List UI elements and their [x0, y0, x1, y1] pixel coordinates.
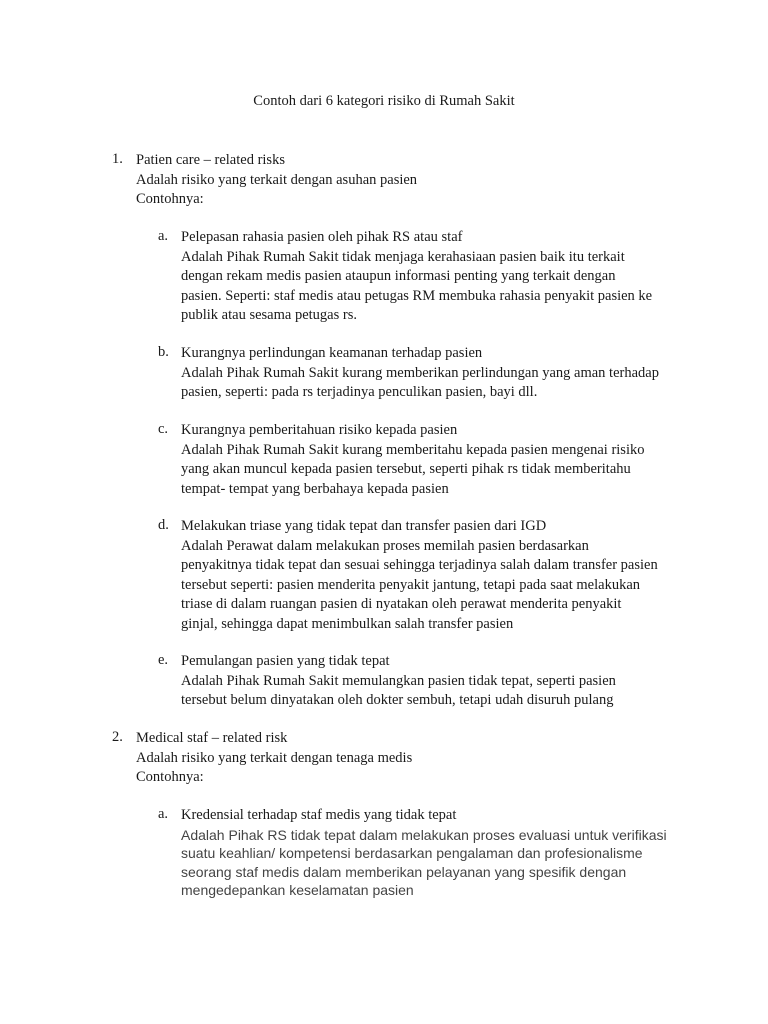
list-item-1e — [158, 652, 688, 711]
item-text-line: Adalah Pihak Rumah Sakit memulangkan pasien tidak tepat, seperti pasien — [181, 672, 616, 689]
item-heading: Melakukan triase yang tidak tepat dan transfer pasien dari IGD — [181, 518, 547, 534]
section-number: 1. — [112, 151, 123, 167]
item-heading: Kurangnya perlindungan keamanan terhadap pasien — [181, 345, 483, 361]
item-text-line: Adalah Pihak RS tidak tepat dalam melakukan proses evaluasi untuk verifikasi — [181, 826, 667, 843]
item-text-line: Adalah Pihak Rumah Sakit tidak menjaga kerahasiaan pasien baik itu terkait — [181, 248, 625, 265]
list-item-1c — [158, 421, 688, 499]
item-letter: a. — [158, 806, 169, 822]
list-item-1d — [158, 517, 688, 634]
item-text-line: Adalah Pihak Rumah Sakit kurang memberikan perlindungan yang aman terhadap — [181, 364, 659, 381]
item-text-line: yang akan muncul kepada pasien tersebut, seperti pihak rs tidak memberitahu — [181, 461, 631, 477]
item-letter: c. — [158, 421, 169, 437]
item-text-line: triase di dalam ruangan pasien di nyatakan oleh perawat menderita penyakit — [181, 596, 622, 612]
section-heading: Medical staf – related risk — [136, 730, 288, 746]
item-heading: Pelepasan rahasia pasien oleh pihak RS atau staf — [181, 229, 463, 245]
item-letter: a. — [158, 228, 169, 244]
list-item-1a — [158, 228, 688, 326]
section-number: 2. — [112, 729, 123, 745]
item-heading: Kurangnya pemberitahuan risiko kepada pasien — [181, 422, 458, 438]
item-letter: d. — [158, 517, 169, 533]
section-2 — [112, 729, 672, 788]
item-text-line: publik atau sesama petugas rs. — [181, 307, 357, 323]
item-text-line: tersebut seperti: pasien menderita penyakit jantung, tetapi pada saat melakukan — [181, 576, 641, 593]
item-text-line: ginjal, sehingga dapat menimbulkan salah transfer pasien — [181, 615, 514, 632]
item-text-line: pasien, seperti: pada rs terjadinya penculikan pasien, bayi dll. — [181, 384, 538, 400]
item-letter: b. — [158, 344, 169, 360]
section-heading: Patien care – related risks — [136, 152, 285, 168]
item-text-line: penyakitnya tidak tepat dan sesuai sehingga terjadinya salah dalam transfer pasien — [181, 557, 658, 573]
section-1 — [112, 151, 672, 210]
document-title: Contoh dari 6 kategori risiko di Rumah Sakit — [253, 93, 515, 109]
item-letter: e. — [158, 652, 169, 668]
list-item-1b — [158, 344, 688, 403]
section-definition: Adalah risiko yang terkait dengan tenaga medis — [136, 749, 413, 766]
item-text-line: dengan rekam medis pasien ataupun informasi penting yang terkait dengan — [181, 268, 616, 284]
item-text-line: Adalah Perawat dalam melakukan proses memilah pasien berdasarkan — [181, 537, 589, 554]
item-text-line: Adalah Pihak Rumah Sakit kurang memberitahu kepada pasien mengenai risiko — [181, 441, 645, 458]
item-text-line: suatu keahlian/ kompetensi berdasarkan pengalaman dan profesionalisme — [181, 845, 643, 861]
item-text-line: seorang staf medis dalam memberikan pelayanan yang spesifik dengan — [181, 863, 627, 880]
section-definition: Adalah risiko yang terkait dengan asuhan pasien — [136, 171, 418, 188]
item-text-line: tersebut belum dinyatakan oleh dokter sembuh, tetapi udah disuruh pulang — [181, 692, 614, 708]
item-text-line: tempat- tempat yang berbahaya kepada pasien — [181, 480, 449, 497]
item-text-line: mengedepankan keselamatan pasien — [181, 882, 414, 898]
item-heading: Kredensial terhadap staf medis yang tidak tepat — [181, 807, 457, 823]
item-heading: Pemulangan pasien yang tidak tepat — [181, 653, 390, 669]
item-text-line: pasien. Seperti: staf medis atau petugas RM membuka rahasia penyakit pasien ke — [181, 287, 653, 304]
examples-label: Contohnya: — [136, 769, 204, 785]
list-item-2a — [158, 806, 688, 900]
examples-label: Contohnya: — [136, 191, 204, 207]
